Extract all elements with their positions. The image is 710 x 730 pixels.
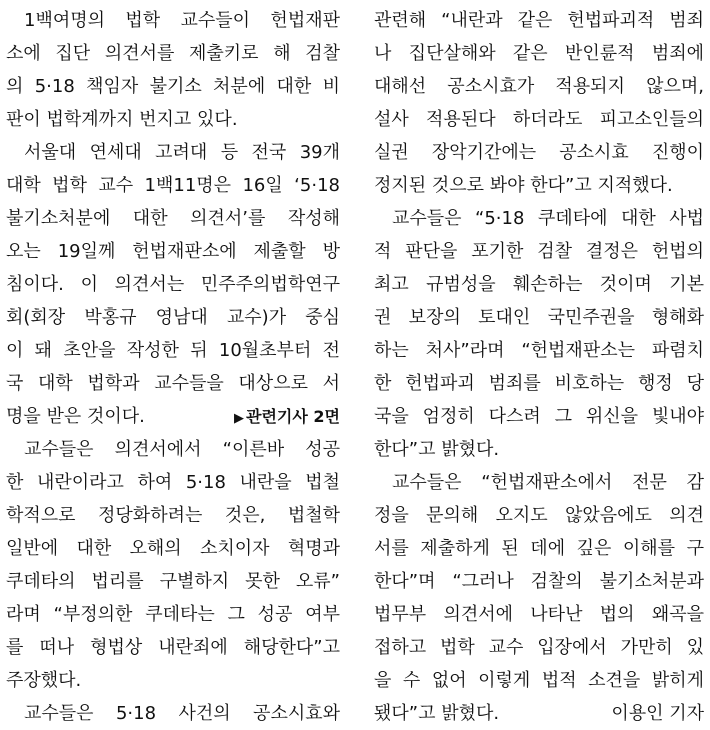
- text-line: 의 5·18 책임자 불기소 처분에 대한 비: [6, 76, 340, 97]
- text-line: 라며 “부정의한 쿠데타는 그 성공 여부: [6, 604, 340, 625]
- text-line: 이 돼 초안을 작성한 뒤 10월초부터 전: [6, 340, 340, 361]
- article-column-right: [374, 4, 704, 730]
- text-line: 침이다. 이 의견서는 민주주의법학연구: [6, 274, 340, 295]
- text-line: 접하고 법학 교수 입장에서 가만히 있: [374, 637, 704, 658]
- text-line: 대해선 공소시효가 적용되지 않으며,: [374, 76, 704, 97]
- related-article-label: 관련기사 2면: [246, 407, 340, 426]
- text-line: 적 판단을 포기한 검찰 결정은 헌법의: [374, 241, 704, 262]
- text-line: 정을 문의해 오지도 않았음에도 의견: [374, 505, 704, 526]
- text-line: 대학 법학 교수 1백11명은 16일 ‘5·18: [6, 175, 340, 196]
- text-line: [6, 400, 340, 433]
- column-divider: [352, 0, 353, 712]
- text-line: 회(회장 박홍규 영남대 교수)가 중심: [6, 307, 340, 328]
- text-line: 정지된 것으로 봐야 한다”고 지적했다.: [374, 175, 673, 196]
- text-line: 판이 법학계까지 번지고 있다.: [6, 109, 238, 130]
- text-line: 한 헌법파괴 범죄를 비호하는 행정 당: [374, 373, 704, 394]
- text-line: 나 집단살해와 같은 반인륜적 범죄에: [374, 43, 704, 64]
- text-line: 교수들은 “5·18 쿠데타에 대한 사법: [392, 208, 704, 229]
- text-line: 쿠데타의 법리를 구별하지 못한 오류”: [6, 571, 340, 592]
- text-line: 일반에 대한 오해의 소치이자 혁명과: [6, 538, 340, 559]
- text-line: 하는 처사”라며 “헌법재판소는 파렴치: [374, 340, 704, 361]
- text-line: 한다”고 밝혔다.: [374, 439, 500, 460]
- text-line: 불기소처분에 대한 의견서’를 작성해: [6, 208, 340, 229]
- text-line: 주장했다.: [6, 670, 82, 691]
- triangle-right-icon: ▶: [234, 411, 245, 426]
- text-line: 권 보장의 토대인 국민주권을 형해화: [374, 307, 704, 328]
- text-line: 설사 적용된다 하더라도 피고소인들의: [374, 109, 704, 130]
- text-line: 학적으로 정당화하려는 것은, 법철학: [6, 505, 340, 526]
- text-line: 서를 제출하게 된 데에 깊은 이해를 구: [374, 538, 704, 559]
- text-line: 를 떠나 형법상 내란죄에 해당한다”고: [6, 637, 340, 658]
- text-line: 교수들은 5·18 사건의 공소시효와: [24, 703, 340, 724]
- text-line: 한다”며 “그러나 검찰의 불기소처분과: [374, 571, 704, 592]
- text-line: 소에 집단 의견서를 제출키로 해 검찰: [6, 43, 340, 64]
- text-line: 법무부 의견서에 나타난 법의 왜곡을: [374, 604, 704, 625]
- text-line: 교수들은 “헌법재판소에서 전문 감: [392, 472, 704, 493]
- text-line: 교수들은 의견서에서 “이른바 성공: [24, 439, 340, 460]
- text-line: 을 수 없어 이렇게 법적 소견을 밝히게: [374, 670, 704, 691]
- text-line: 관련해 “내란과 같은 헌법파괴적 범죄: [374, 10, 704, 31]
- text-line: 국 대학 법학과 교수들을 대상으로 서: [6, 373, 340, 394]
- text-line: 국을 엄정히 다스려 그 위신을 빛내야: [374, 406, 704, 427]
- article-column-left: [6, 4, 340, 730]
- text-line: 한 내란이라고 하여 5·18 내란을 법철: [6, 472, 340, 493]
- byline: 이용인 기자: [611, 703, 704, 724]
- text-line: 1백여명의 법학 교수들이 헌법재판: [24, 10, 340, 31]
- text-line: 서울대 연세대 고려대 등 전국 39개: [24, 142, 340, 163]
- text-line: 최고 규범성을 훼손하는 것이며 기본: [374, 274, 704, 295]
- text-line: [374, 697, 704, 730]
- text-line: 오는 19일께 헌법재판소에 제출할 방: [6, 241, 340, 262]
- line-text: 명을 받은 것이다.: [6, 406, 145, 427]
- text-line: 실권 장악기간에는 공소시효 진행이: [374, 142, 704, 163]
- line-text: 됐다”고 밝혔다.: [374, 703, 500, 724]
- related-article-ref: [234, 400, 340, 433]
